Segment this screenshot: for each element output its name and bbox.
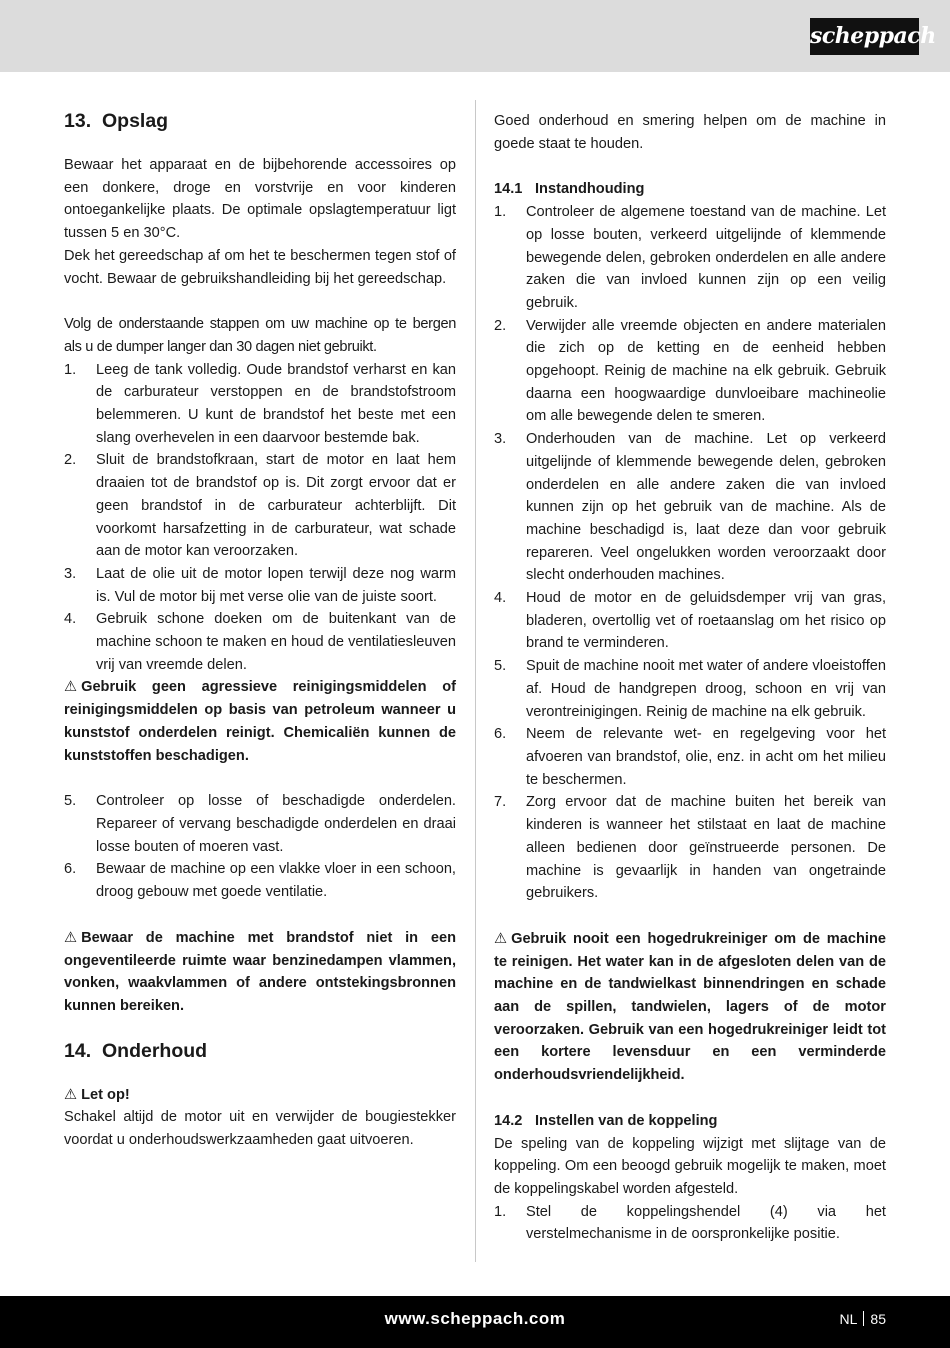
language-code: NL (839, 1311, 858, 1327)
brand-logo: scheppach (810, 18, 919, 55)
warning-triangle-icon: ⚠ (64, 929, 78, 946)
clutch-text: De speling van de koppeling wijzigt met slijtage van de koppeling. Om een beoogd gebruik mogelijk te maken, moet de koppelingskabel worden afgesteld. (494, 1135, 886, 1197)
list-item: 3. Laat de olie uit de motor lopen terwijl deze nog warm is. Vul de motor bij met verse olie van de juiste soort. (64, 565, 456, 605)
list-item: 5. Spuit de machine nooit met water of andere vloeistoffen af. Houd de handgrepen droog, schoon en vrij van verontreinigingen. Reinig de machine na elk gebruik. (494, 658, 886, 720)
website-link[interactable]: www.scheppach.com (384, 1309, 566, 1328)
list-item: 5. Controleer op losse of beschadigde onderdelen. Repareer of vervang beschadigde onderdelen en draai losse bouten of moeren vast. (64, 793, 456, 855)
storage-steps (64, 359, 456, 677)
storage-intro-2: Dek het gereedschap af om het te beschermen tegen stof of vocht. Bewaar de gebruikshandleiding bij het gereedschap. (64, 247, 456, 287)
list-item: 3. Onderhouden van de machine. Let op verkeerd uitgelijnde of klemmende bewegende delen, gebroken onderdelen en alle andere zaken die van invloed kunnen zijn op het gebruik van de machine. Als de machine beschadigd is, laat deze dan voor gebruik repareren. Veel ongelukken worden veroorzaakt door slecht onderhouden machines. (494, 431, 886, 584)
caution-text: Schakel altijd de motor uit en verwijder de bougiestekker voordat u onderhoudswerkzaamheden gaat uitvoeren. (64, 1109, 456, 1149)
caution-label: ⚠ Let op! (64, 1084, 456, 1107)
clutch-steps (494, 1201, 886, 1246)
list-item: 1. Stel de koppelingshendel (4) via het verstelmechanisme in de oorspronkelijke positie. (494, 1203, 886, 1243)
warning-pressure-washer: ⚠ Gebruik nooit een hogedrukreiniger om de machine te reinigen. Het water kan in de afgesloten delen van de machine en de tandwielkast binnendringen en schade aan de spillen, tandwielen, lagers of de motor veroorzaken. Gebruik van een hogedrukreiniger leidt tot een kortere levensduur en een verminderde onderhoudsvriendelijkheid. (494, 928, 886, 1087)
maintenance-intro: Goed onderhoud en smering helpen om de machine in goede staat te houden. (494, 113, 886, 152)
footer-bar (0, 1296, 950, 1348)
list-item: 2. Sluit de brandstofkraan, start de motor en laat hem draaien tot de brandstof op is. Dit zorgt ervoor dat er geen brandstof in de carburateur achterblijft. Dit voorkomt harsafzetting in de carburateur, wat schade aan de motor kan veroorzaken. (64, 452, 456, 560)
section-14-title: Onderhoud (102, 1039, 208, 1062)
list-item: 4. Houd de motor en de geluidsdemper vrij van gras, bladeren, overtollig vet of roetaanslag om het risico op brand te verminderen. (494, 590, 886, 652)
list-item: 4. Gebruik schone doeken om de buitenkant van de machine schoon te maken en houd de ventilatiesleuven vrij van vreemde delen. (64, 611, 456, 673)
page-separator (863, 1311, 864, 1326)
left-column (64, 108, 456, 1152)
column-divider (475, 100, 476, 1262)
storage-intro: Bewaar het apparaat en de bijbehorende accessoires op een donkere, droge en vorstvrije en voor kinderen ontoegankelijke plaats. De optimale opslagtemperatuur ligt tussen 5 en 30°C. (64, 157, 456, 242)
list-item: 6. Neem de relevante wet- en regelgeving voor het afvoeren van brandstof, olie, enz. in acht om het milieu te beschermen. (494, 726, 886, 788)
warning-triangle-icon: ⚠ (64, 1086, 78, 1103)
warning-fuel-storage: ⚠ Bewaar de machine met brandstof niet in een ongeventileerde ruimte waar benzinedampen vlammen, vonken, waakvlammen of andere ontstekingsbronnen kunnen bereiken. (64, 927, 456, 1018)
section-13-number: 13. (64, 110, 92, 132)
warning-triangle-icon: ⚠ (494, 930, 508, 947)
header-bar (0, 0, 950, 72)
list-item: 7. Zorg ervoor dat de machine buiten het bereik van kinderen is wanneer het stilstaat en laat de machine alleen bedienen door geïnstrueerde personen. De machine is gevaarlijk in handen van ongetrainde gebruikers. (494, 794, 886, 902)
storage-steps-continued (64, 790, 456, 904)
warning-triangle-icon: ⚠ (64, 679, 78, 696)
list-item: 2. Verwijder alle vreemde objecten en andere materialen die zich op de ketting en de eenheid hebben opgehoopt. Reinig de machine na elk gebruik. Gebruik daarna een hoogwaardige dunvloeibare machineolie om alle bewegende delen te smeren. (494, 317, 886, 425)
section-13-heading (64, 108, 456, 134)
page-number: 85 (870, 1311, 886, 1327)
subsection-14-1-heading: 14.1 Instandhouding (494, 181, 645, 198)
section-14-heading (64, 1038, 456, 1064)
section-14-number: 14. (64, 1039, 92, 1062)
list-item: 6. Bewaar de machine op een vlakke vloer in een schoon, droog gebouw met goede ventilatie. (64, 861, 456, 901)
warning-cleaning-agents: ⚠ Gebruik geen agressieve reinigingsmiddelen of reinigingsmiddelen op basis van petroleum wanneer u kunststof onderdelen reinigt. Chemicaliën kunnen de kunststoffen beschadigen. (64, 676, 456, 767)
subsection-14-2-heading: 14.2 Instellen van de koppeling (494, 1112, 718, 1129)
page-indicator (840, 1311, 886, 1327)
list-item: 1. Leeg de tank volledig. Oude brandstof verharst en kan de carburateur verstoppen en de brandstofstroom belemmeren. U kunt de brandstof het beste met een slang overhevelen in een daarvoor bestemde bak. (64, 361, 456, 446)
list-item: 1. Controleer de algemene toestand van de machine. Let op losse bouten, verkeerd uitgelijnde of klemmende bewegende delen, gebroken onderdelen en alle andere zaken die van invloed kunnen zijn op een veilig gebruik. (494, 204, 886, 311)
right-column (494, 110, 886, 1246)
storage-steps-intro: Volg de onderstaande stappen om uw machine op te bergen als u de dumper langer dan 30 dagen niet gebruikt. (64, 316, 456, 355)
section-13-title: Opslag (102, 110, 169, 132)
maintenance-steps (494, 201, 886, 905)
